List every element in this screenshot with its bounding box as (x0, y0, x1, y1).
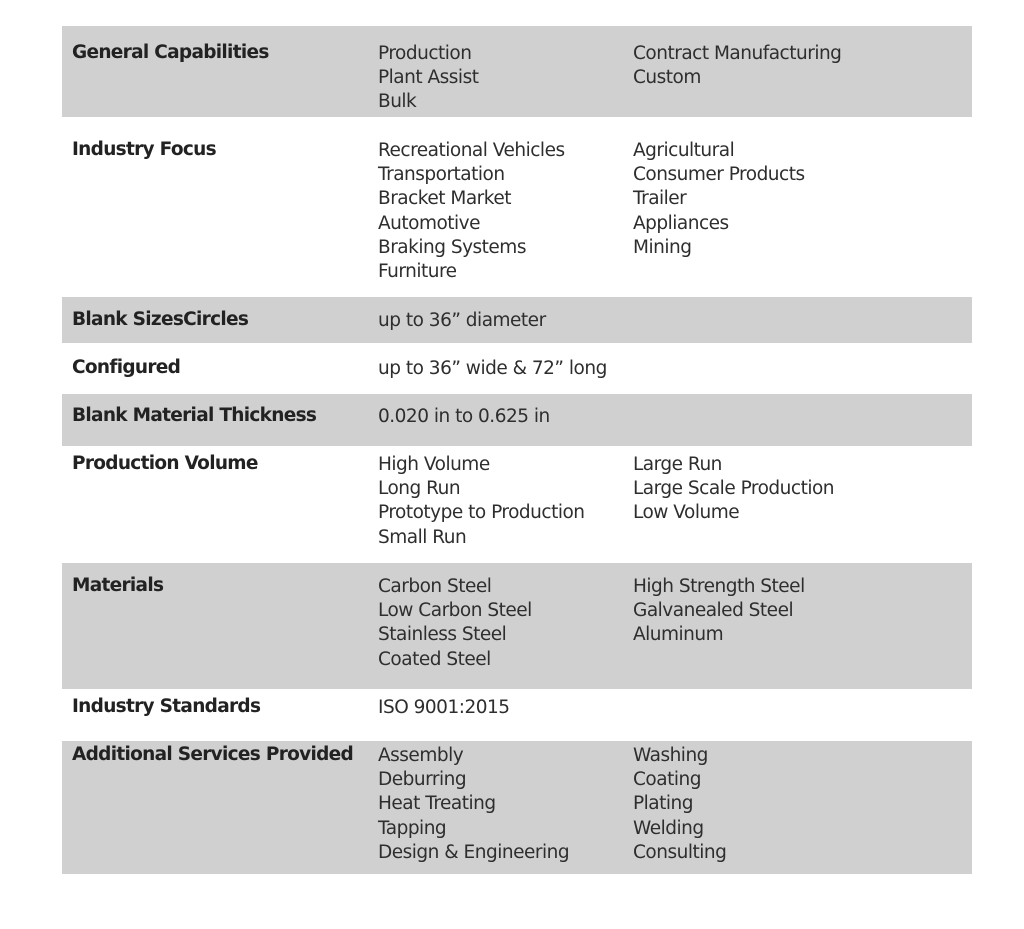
list-item: Furniture (378, 261, 457, 283)
list-item: Transportation (378, 164, 505, 186)
row-values-primary (378, 453, 585, 550)
list-item: Assembly (378, 745, 464, 766)
list-item: Bulk (378, 91, 417, 113)
list-item: Low Volume (633, 502, 740, 524)
table-row-additional-services (62, 741, 972, 874)
list-item: Welding (633, 817, 704, 839)
row-values-secondary (633, 42, 841, 90)
row-values-primary (378, 42, 478, 115)
table-row-production-volume (62, 446, 972, 563)
row-label: Materials (72, 575, 164, 596)
list-item: Plating (633, 793, 693, 815)
list-item: Carbon Steel (378, 576, 492, 597)
list-item: Heat Treating (378, 793, 496, 815)
list-item: Appliances (633, 212, 729, 234)
table-row-blank-sizes-circles (62, 297, 972, 343)
list-item: Automotive (378, 212, 481, 234)
list-item: Plant Assist (378, 67, 479, 89)
row-values-primary (378, 696, 510, 720)
list-item: Stainless Steel (378, 624, 507, 646)
list-item: up to 36” wide & 72” long (378, 358, 607, 379)
row-label: Industry Standards (72, 696, 261, 717)
list-item: Recreational Vehicles (378, 140, 565, 161)
row-values-primary (378, 744, 569, 865)
capabilities-table (62, 26, 972, 874)
list-item: Small Run (378, 526, 467, 548)
row-values-secondary (633, 575, 805, 648)
list-item: Custom (633, 67, 701, 89)
list-item: Agricultural (633, 140, 735, 161)
list-item: High Volume (378, 454, 490, 475)
table-row-industry-standards (62, 689, 972, 741)
list-item: Low Carbon Steel (378, 600, 532, 622)
row-label: Blank SizesCircles (72, 309, 249, 330)
row-label: Blank Material Thickness (72, 405, 317, 426)
list-item: High Strength Steel (633, 576, 805, 597)
table-row-industry-focus (62, 117, 972, 297)
list-item: Consumer Products (633, 164, 805, 186)
list-item: Contract Manufacturing (633, 43, 842, 64)
list-item: Large Scale Production (633, 478, 835, 500)
list-item: Long Run (378, 478, 461, 500)
row-label: Industry Focus (72, 139, 216, 160)
row-label: Additional Services Provided (72, 744, 354, 765)
row-values-secondary (633, 139, 805, 260)
list-item: 0.020 in to 0.625 in (378, 406, 550, 427)
row-values-primary (378, 139, 565, 284)
table-row-blank-material-thickness (62, 394, 972, 446)
list-item: Prototype to Production (378, 502, 585, 524)
table-row-general-capabilities (62, 26, 972, 117)
row-values-secondary (633, 744, 726, 865)
list-item: ISO 9001:2015 (378, 697, 510, 718)
list-item: up to 36” diameter (378, 310, 546, 331)
list-item: Coated Steel (378, 648, 491, 670)
row-label: Configured (72, 357, 181, 378)
list-item: Consulting (633, 841, 727, 863)
row-values-primary (378, 357, 607, 381)
list-item: Bracket Market (378, 188, 511, 210)
list-item: Trailer (633, 188, 687, 210)
list-item: Mining (633, 236, 692, 258)
list-item: Washing (633, 745, 708, 766)
list-item: Coating (633, 769, 701, 791)
row-label: Production Volume (72, 453, 258, 474)
table-row-configured (62, 343, 972, 394)
list-item: Deburring (378, 769, 467, 791)
list-item: Galvanealed Steel (633, 600, 794, 622)
row-values-primary (378, 405, 550, 429)
list-item: Production (378, 43, 472, 64)
table-row-materials (62, 563, 972, 689)
row-values-secondary (633, 453, 834, 526)
list-item: Braking Systems (378, 236, 526, 258)
list-item: Aluminum (633, 624, 724, 646)
row-values-primary (378, 309, 546, 333)
row-label: General Capabilities (72, 42, 269, 63)
list-item: Large Run (633, 454, 722, 475)
list-item: Design & Engineering (378, 841, 570, 863)
row-values-primary (378, 575, 532, 672)
list-item: Tapping (378, 817, 447, 839)
